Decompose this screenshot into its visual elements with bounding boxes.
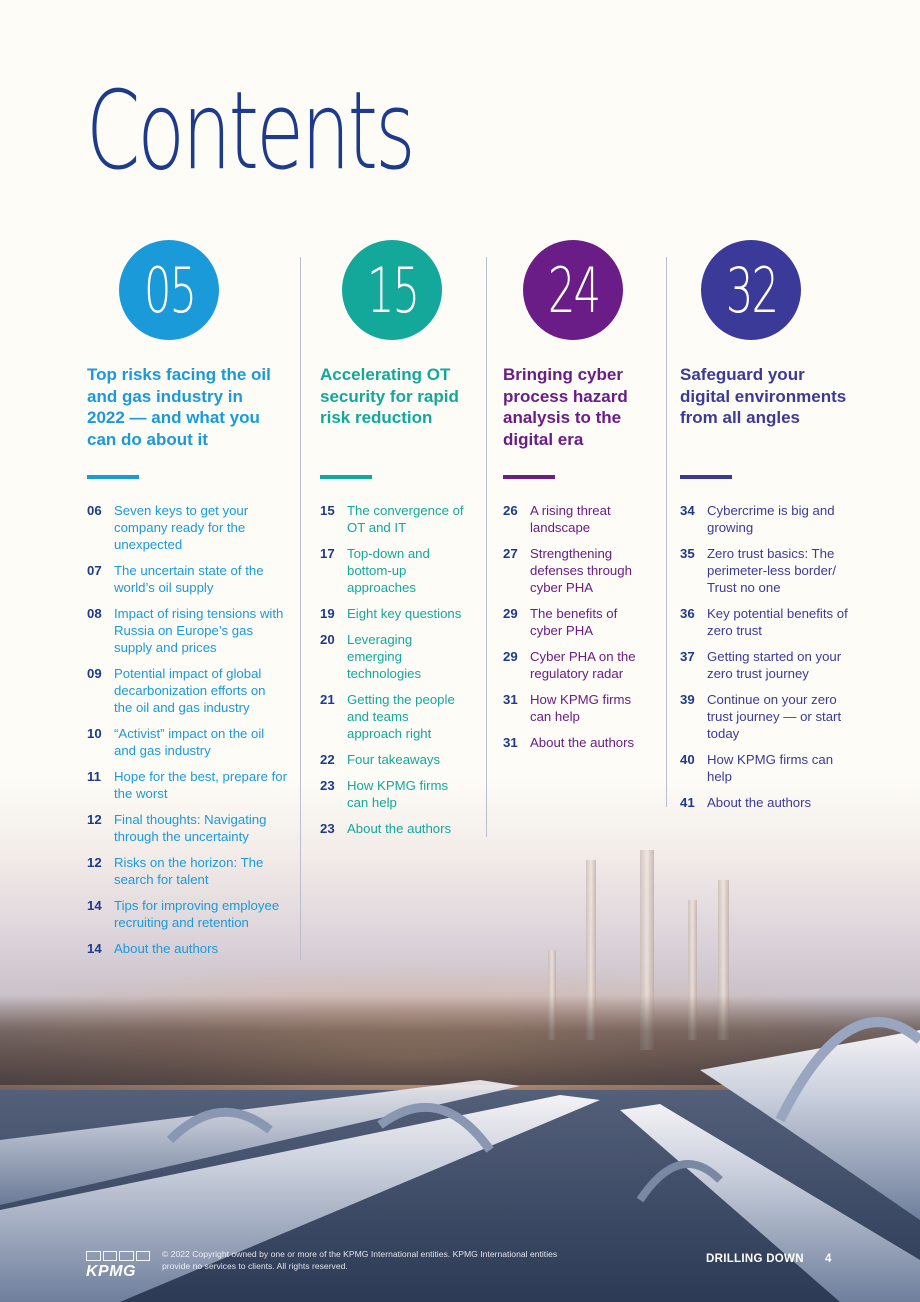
toc-entry[interactable] [320,820,475,837]
section-items [320,502,475,846]
toc-entry[interactable] [320,545,475,596]
toc-page-number: 36 [680,606,695,621]
toc-entry-text: Seven keys to get your company ready for the unexpected [114,503,249,552]
contents-section [680,240,870,810]
toc-entry-text: Four takeaways [347,752,441,767]
toc-entry[interactable] [87,940,287,957]
toc-entry[interactable] [503,605,653,639]
section-accent-bar [503,475,555,479]
toc-page-number: 39 [680,692,695,707]
toc-entry-text: A rising threat landscape [530,503,611,535]
toc-page-number: 23 [320,778,335,793]
toc-page-number: 14 [87,941,102,956]
toc-entry[interactable] [87,854,287,888]
toc-entry[interactable] [320,777,475,811]
toc-entry-text: Hope for the best, prepare for the worst [114,769,288,801]
contents-section [320,240,480,836]
toc-page-number: 07 [87,563,102,578]
toc-entry-text: Cybercrime is big and growing [707,503,835,535]
toc-page-number: 23 [320,821,335,836]
section-items [87,502,287,966]
toc-entry-text: Key potential benefits of zero trust [707,606,848,638]
toc-entry[interactable] [503,502,653,536]
section-number-badge: 32 [701,240,801,340]
toc-entry-text: Final thoughts: Navigating through the uncertainty [114,812,267,844]
toc-entry[interactable] [87,768,287,802]
toc-entry-text: The benefits of cyber PHA [530,606,618,638]
page-number: 4 [825,1253,832,1265]
toc-entry[interactable] [680,648,855,682]
toc-page-number: 12 [87,812,102,827]
toc-page-number: 06 [87,503,102,518]
toc-page-number: 40 [680,752,695,767]
toc-page-number: 08 [87,606,102,621]
contents-section [87,240,288,956]
toc-entry-text: Cyber PHA on the regulatory radar [530,649,636,681]
section-accent-bar [87,475,139,479]
toc-entry-text: Strengthening defenses through cyber PHA [530,546,632,595]
toc-entry[interactable] [503,545,653,596]
toc-page-number: 09 [87,666,102,681]
toc-entry-text: About the authors [707,795,812,810]
kpmg-logo [86,1251,150,1279]
toc-entry[interactable] [320,691,475,742]
toc-entry[interactable] [320,631,475,682]
section-accent-bar [680,475,732,479]
toc-entry-text: Getting the people and teams approach right [347,692,455,741]
copyright-notice: © 2022 Copyright owned by one or more of the KPMG International entities. KPMG International entities provide no services to clients. All rights reserved. [162,1249,558,1271]
toc-entry-text: Zero trust basics: The perimeter-less border/ Trust no one [707,546,836,595]
section-title[interactable]: Safeguard your digital environments from all angles [680,365,847,427]
column-divider [486,257,487,837]
section-title[interactable]: Top risks facing the oil and gas industry in 2022 — and what you can do about it [87,365,271,449]
toc-entry[interactable] [87,605,287,656]
toc-entry-text: Risks on the horizon: The search for talent [114,855,264,887]
toc-page-number: 10 [87,726,102,741]
toc-entry-text: How KPMG firms can help [530,692,632,724]
toc-entry[interactable] [503,648,653,682]
logo-wordmark: KPMG [86,1263,136,1280]
logo-blocks [86,1251,150,1261]
section-number-badge: 15 [342,240,442,340]
column-divider [300,257,301,960]
toc-page-number: 29 [503,649,518,664]
toc-page-number: 21 [320,692,335,707]
toc-entry-text: The uncertain state of the world’s oil supply [114,563,264,595]
toc-entry-text: About the authors [530,735,635,750]
page-title: Contents [86,69,413,194]
section-title[interactable]: Bringing cyber process hazard analysis to the digital era [503,365,628,449]
toc-entry-text: Getting started on your zero trust journey [707,649,842,681]
toc-page-number: 14 [87,898,102,913]
toc-entry[interactable] [680,545,855,596]
toc-page-number: 22 [320,752,335,767]
toc-entry-text: How KPMG firms can help [707,752,834,784]
toc-entry-text: The convergence of OT and IT [347,503,464,535]
toc-entry[interactable] [680,751,855,785]
toc-entry-text: About the authors [347,821,452,836]
column-divider [666,257,667,807]
toc-entry[interactable] [87,502,287,553]
section-accent-bar [320,475,372,479]
section-items [503,502,653,760]
toc-page-number: 27 [503,546,518,561]
toc-entry-text: Leveraging emerging technologies [347,632,422,681]
toc-entry[interactable] [320,751,475,768]
toc-entry[interactable] [87,725,287,759]
toc-entry-text: How KPMG firms can help [347,778,449,810]
toc-page-number: 12 [87,855,102,870]
toc-entry[interactable] [87,897,287,931]
toc-entry[interactable] [680,605,855,639]
toc-page-number: 26 [503,503,518,518]
section-title[interactable]: Accelerating OT security for rapid risk reduction [320,365,459,427]
toc-entry-text: “Activist” impact on the oil and gas industry [114,726,265,758]
toc-entry-text: Potential impact of global decarbonization efforts on the oil and gas industry [114,666,266,715]
toc-page-number: 41 [680,795,695,810]
toc-page-number: 20 [320,632,335,647]
toc-page-number: 11 [87,769,101,784]
toc-entry[interactable] [680,794,855,811]
toc-entry-text: Continue on your zero trust journey — or start today [707,692,842,741]
toc-entry[interactable] [680,502,855,536]
toc-page-number: 31 [503,692,518,707]
toc-entry-text: Tips for improving employee recruiting and retention [114,898,280,930]
toc-page-number: 34 [680,503,695,518]
toc-page-number: 35 [680,546,695,561]
toc-entry[interactable] [503,691,653,725]
toc-page-number: 31 [503,735,518,750]
toc-entry[interactable] [680,691,855,742]
toc-page-number: 29 [503,606,518,621]
toc-page-number: 19 [320,606,335,621]
toc-entry[interactable] [320,502,475,536]
toc-entry[interactable] [320,605,475,622]
toc-page-number: 37 [680,649,695,664]
toc-entry-text: Top-down and bottom-up approaches [347,546,430,595]
toc-entry[interactable] [87,562,287,596]
toc-page-number: 15 [320,503,335,518]
toc-entry-text: Impact of rising tensions with Russia on Europe’s gas supply and prices [114,606,284,655]
contents-section [503,240,658,750]
section-items [680,502,855,820]
toc-entry-text: About the authors [114,941,219,956]
toc-entry[interactable] [503,734,653,751]
toc-entry-text: Eight key questions [347,606,462,621]
section-number-badge: 24 [523,240,623,340]
running-head: DRILLING DOWN [706,1253,804,1265]
section-number-badge: 05 [119,240,219,340]
toc-page-number: 17 [320,546,335,561]
toc-entry[interactable] [87,665,287,716]
toc-entry[interactable] [87,811,287,845]
